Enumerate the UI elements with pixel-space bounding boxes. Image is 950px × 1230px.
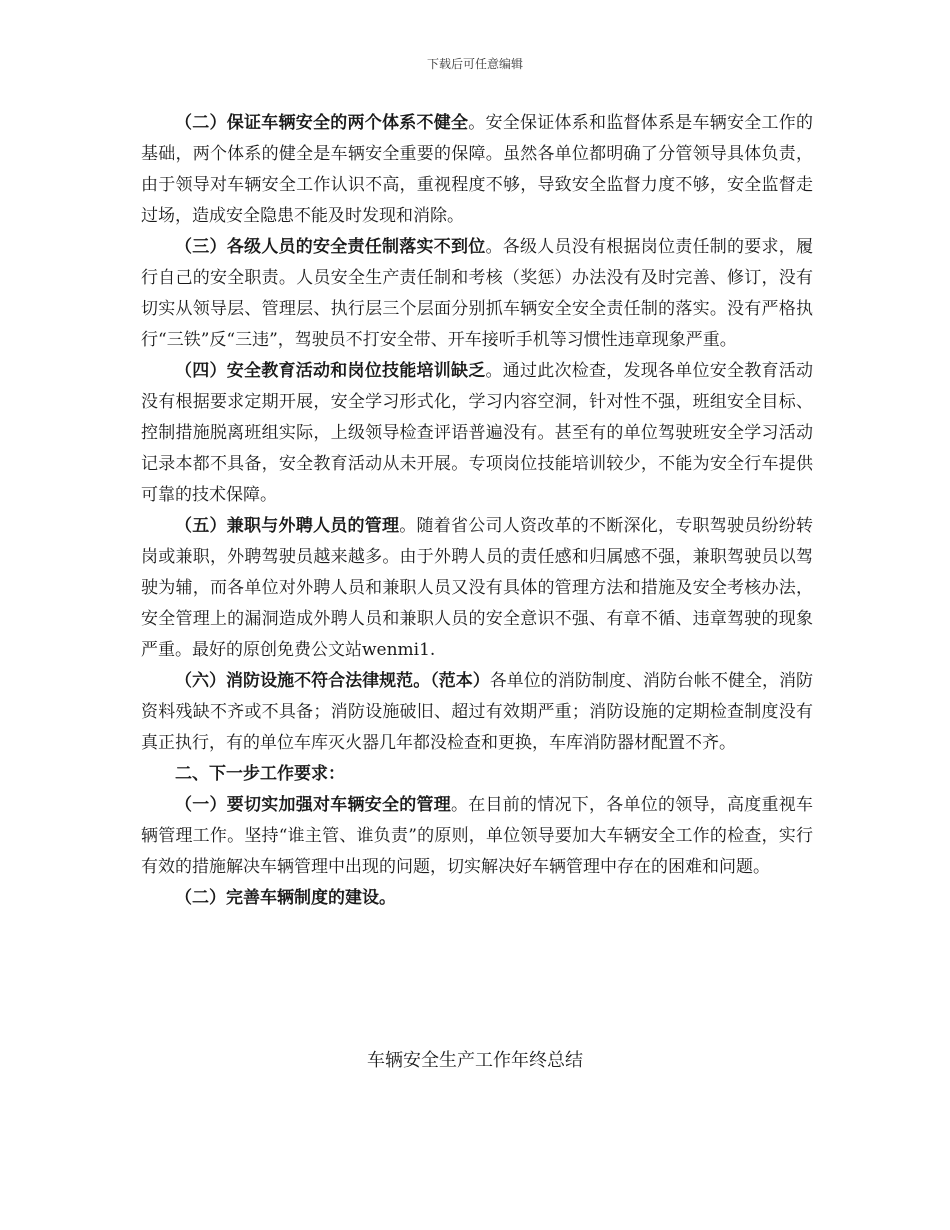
paragraph-text: 。安全保证体系和监督体系是车辆安全工作的基础，两个体系的健全是车辆安全重要的保障。虽然各单位都明确了分管领导具体负责，由于领导对车辆安全工作认识不高，重视程度不够，导致安全监督力度不够，安全监督走过场，造成安全隐患不能及时发现和消除。: [141, 113, 813, 226]
document-body: [141, 108, 813, 914]
paragraph-training: [141, 356, 813, 511]
paragraph-text: 。随着省公司人资改革的不断深化，专职驾驶员纷纷转岗或兼职，外聘驾驶员越来越多。由于外聘人员的责任感和归属感不强，兼职驾驶员以驾驶为辅，而各单位对外聘人员和兼职人员又没有具体的管理方法和措施及安全考核办法，安全管理上的漏洞造成外聘人员和兼职人员的安全意识不强、有章不循、违章驾驶的现象严重。最好的原创免费公文站wenmi1.: [141, 516, 813, 660]
paragraph-text: 。各级人员没有根据岗位责任制的要求，履行自己的安全职责。人员安全生产责任制和考核（奖惩）办法没有及时完善、修订，没有切实从领导层、管理层、执行层三个层面分别抓车辆安全安全责任制的落实。没有严格执行“三铁”反“三违”，驾驶员不打安全带、开车接听手机等习惯性违章现象严重。: [141, 237, 813, 350]
paragraph-heading: （四）安全教育活动和岗位技能培训缺乏: [175, 361, 486, 381]
paragraph-text: 各单位的消防制度、消防台帐不健全，消防资料残缺不齐或不具备；消防设施破旧、超过有效期严重；消防设施的定期检查制度没有真正执行，有的单位车库灭火器几年都没检查和更换，车库消防器材配置不齐。: [141, 671, 814, 753]
paragraph-heading: （一）要切实加强对车辆安全的管理: [175, 795, 451, 815]
paragraph-heading: （五）兼职与外聘人员的管理: [175, 516, 400, 536]
section-heading-next-steps: 二、下一步工作要求：: [175, 764, 345, 784]
paragraph-fire-safety: [141, 666, 813, 759]
paragraph-strengthen-management: [141, 790, 813, 883]
section-heading-improve-system: （二）完善车辆制度的建设。: [175, 888, 396, 908]
paragraph-text: 。通过此次检查，发现各单位安全教育活动没有根据要求定期开展，安全学习形式化，学习内容空洞，针对性不强，班组安全目标、控制措施脱离班组实际，上级领导检查评语普遍没有。甚至有的单位驾驶班安全学习活动记录本都不具备，安全教育活动从未开展。专项岗位技能培训较少，不能为安全行车提供可靠的技术保障。: [141, 361, 813, 505]
document-title-footer: 车辆安全生产工作年终总结: [367, 1050, 583, 1071]
paragraph-responsibility: [141, 232, 813, 356]
paragraph-heading: （六）消防设施不符合法律规范。（范本）: [175, 671, 490, 691]
paragraph-heading: （二）保证车辆安全的两个体系不健全: [175, 113, 469, 133]
paragraph-text: 。在目前的情况下，各单位的领导，高度重视车辆管理工作。坚持“谁主管、谁负责”的原则，单位领导要加大车辆安全工作的检查，实行有效的措施解决车辆管理中出现的问题，切实解决好车辆管理中存在的困难和问题。: [141, 795, 813, 877]
paragraph-parttime-staff: [141, 511, 813, 666]
page-header: 下载后可任意编辑: [426, 57, 523, 71]
paragraph-heading: （三）各级人员的安全责任制落实不到位: [175, 237, 486, 257]
paragraph-two-systems: [141, 108, 813, 232]
